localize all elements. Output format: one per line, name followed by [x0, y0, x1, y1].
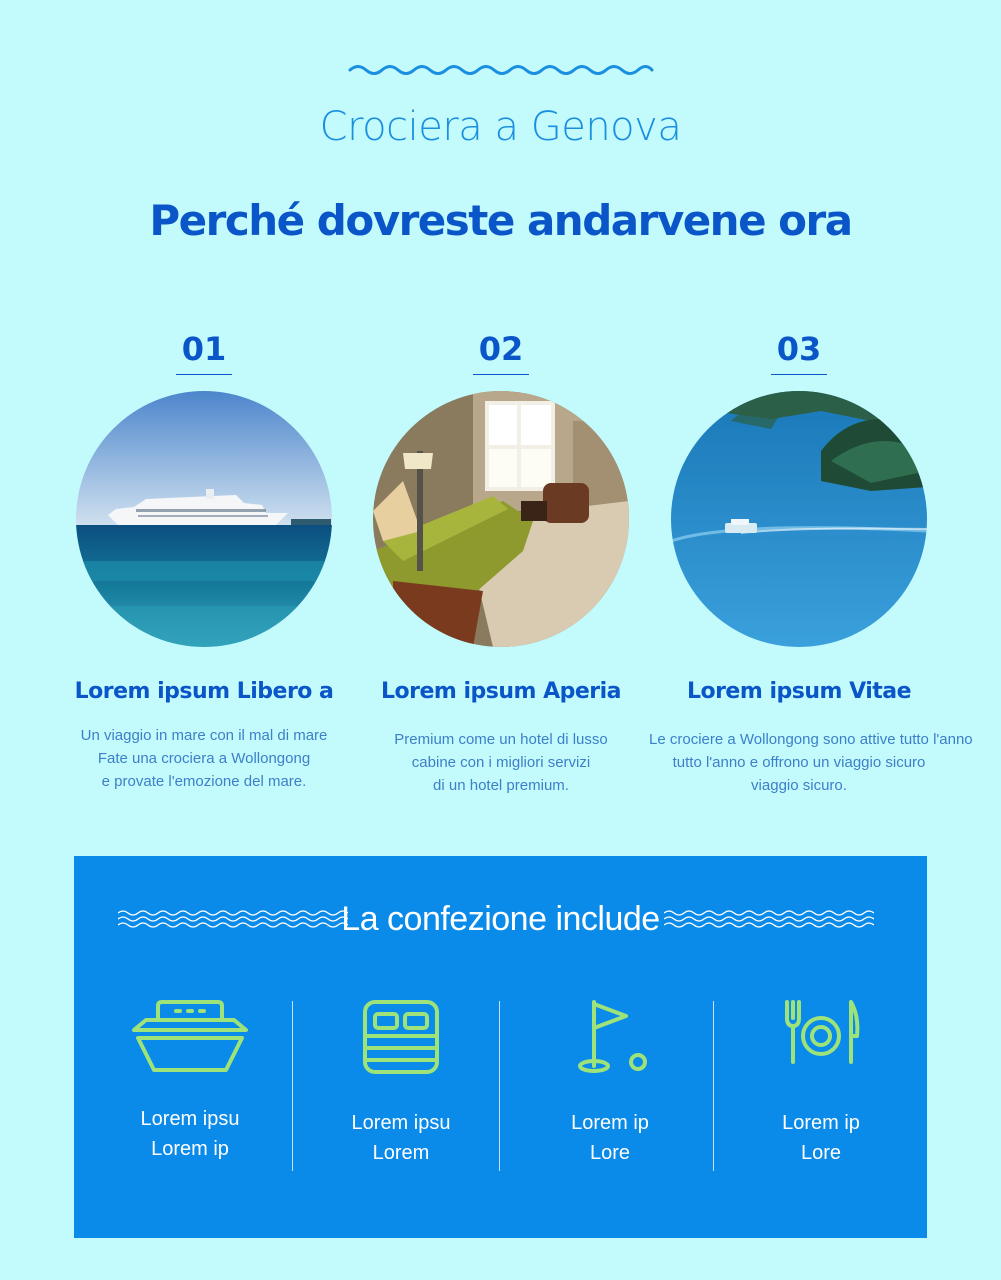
hotel-room-photo: [373, 391, 629, 647]
package-title: La confezione include: [341, 900, 660, 938]
divider: [292, 1001, 293, 1171]
golf-flag-icon: [570, 996, 650, 1078]
bed-icon: [359, 996, 443, 1078]
feature-title: Lorem ipsum Vitae: [686, 679, 912, 704]
package-item: Lorem ipsu Lorem: [301, 996, 501, 1168]
feature-title: Lorem ipsum Libero a: [74, 679, 334, 704]
cruise-ship-photo: [76, 391, 332, 647]
feature-number: 01: [176, 330, 233, 375]
package-panel: [74, 856, 927, 1238]
ship-icon: [130, 996, 250, 1078]
feature-description: Le crociere a Wollongong sono attive tutto l'anno tutto l'anno e offrono un viaggio sicuro viaggio sicuro.: [649, 731, 973, 794]
package-item: Lorem ip Lore: [721, 996, 921, 1168]
feature-number: 02: [473, 330, 530, 375]
feature-number: 03: [771, 330, 828, 375]
feature-card: [351, 330, 651, 797]
feature-card: [649, 330, 973, 797]
package-item: Lorem ip Lore: [510, 996, 710, 1168]
page-subtitle: Crociera a Genova: [319, 104, 682, 150]
feature-description: Premium come un hotel di lusso cabine con i migliori servizi di un hotel premium.: [394, 731, 608, 794]
wave-decoration: [348, 62, 654, 78]
boat-on-sea-photo: [671, 391, 927, 647]
feature-card: [54, 330, 354, 793]
page-title: Perché dovreste andarvene ora: [149, 196, 852, 245]
divider: [713, 1001, 714, 1171]
dining-icon: [781, 996, 861, 1078]
feature-description: Un viaggio in mare con il mal di mare Fate una crociera a Wollongong e provate l'emozione del mare.: [80, 727, 328, 790]
package-item: Lorem ipsu Lorem ip: [90, 996, 290, 1164]
feature-title: Lorem ipsum Aperia: [380, 679, 622, 704]
